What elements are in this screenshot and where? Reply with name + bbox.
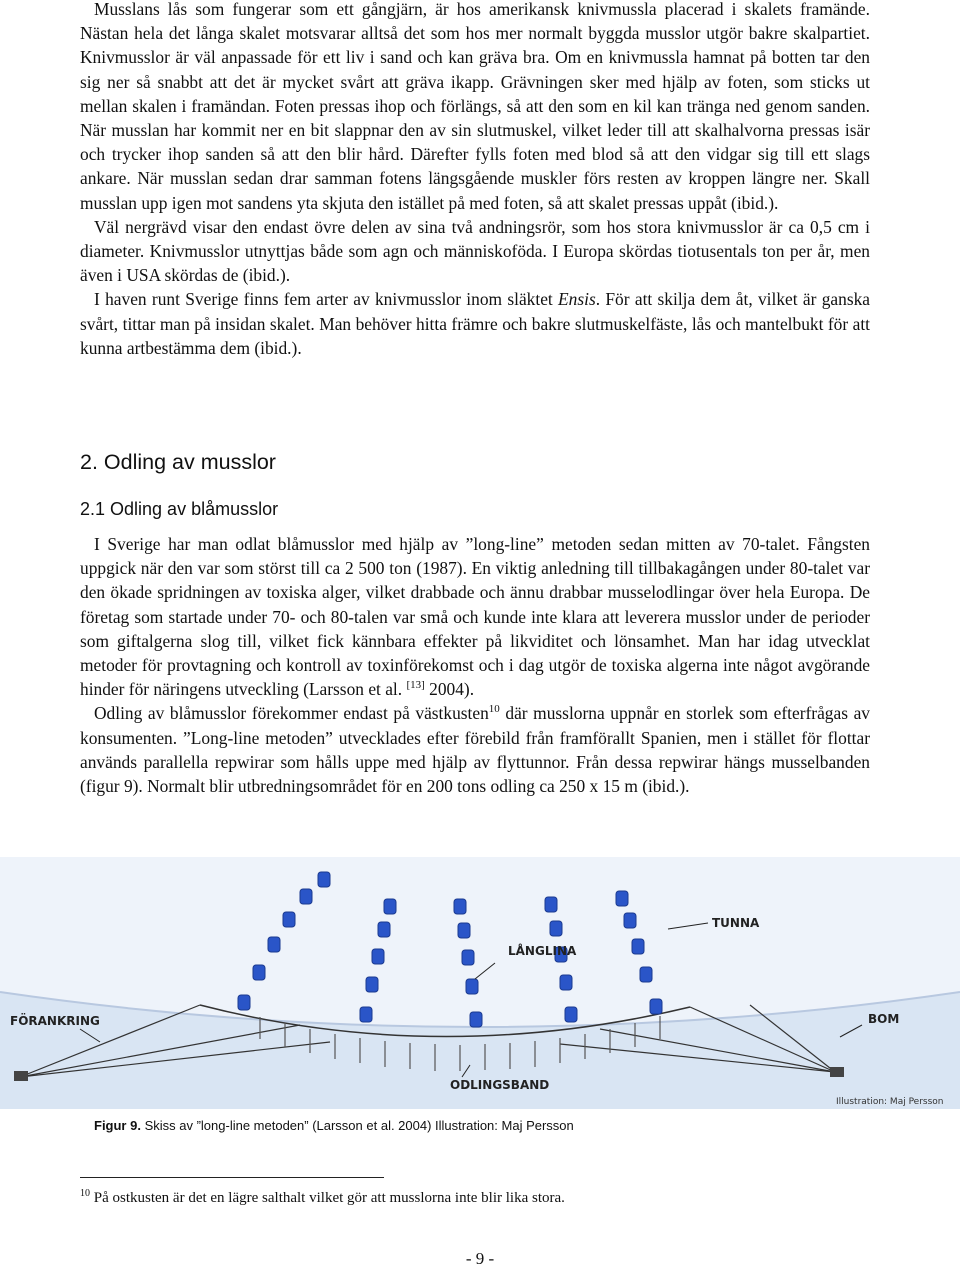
anchor-block-left: [14, 1071, 28, 1081]
footnote-separator: [80, 1177, 384, 1178]
label-langlina: LÅNGLINA: [508, 944, 577, 958]
label-tunna: TUNNA: [712, 916, 760, 930]
genus-name: Ensis: [558, 289, 596, 310]
caption-text: Skiss av ”long-line metoden” (Larsson et al. 2004) Illustration: Maj Persson: [140, 1118, 574, 1133]
footnote-number: 10: [80, 1188, 90, 1199]
float-icon: [454, 899, 466, 914]
page-number: - 9 -: [465, 1249, 495, 1268]
float-icon: [632, 939, 644, 954]
float-icon: [462, 950, 474, 965]
float-icon: [318, 872, 330, 887]
float-icon: [268, 937, 280, 952]
figure-caption: [94, 1118, 574, 1133]
float-icon: [650, 999, 662, 1014]
section-2-text: [80, 532, 870, 798]
float-icon: [550, 921, 562, 936]
float-icon: [372, 949, 384, 964]
anchor-block-right: [830, 1067, 844, 1077]
paragraph: Väl nergrävd visar den endast övre delen av sina två andningsrör, som hos stora knivmusslor är ca 0,5 cm i diameter. Knivmusslor utnyttjas både som agn och människoföda. I Europa skördas tiotusentals ton per år, men även i USA skördas de (ibid.).: [80, 216, 870, 286]
footnote: [80, 1190, 565, 1207]
section-1-text: [80, 0, 870, 360]
long-line-illustration: [0, 857, 960, 1109]
citation-ref: [13]: [406, 679, 425, 692]
float-icon: [470, 1012, 482, 1027]
float-icon: [366, 977, 378, 992]
float-icon: [616, 891, 628, 906]
paragraph: I Sverige har man odlat blåmusslor med hjälp av ”long-line” metoden sedan mitten av 70-talet. Fångsten uppgick när den var som störst till ca 2 500 ton (1987). En viktig anledning till tillbakagången under 80-talet var den ökade spridningen av toxiska alger, vilket drabbade och ännu drabbar musselodlingar över hela Europa. De företag som startade under 70- och 80-talen var små och kunde inte klara att leverera musslor under de perioder som giftalgerna slog till, vilket fick kännbara effekter på likviditet och lönsamhet. Man har idag utvecklat metoder för provtagning och kontroll av toxinförekomst och i dag utgör de toxiska algerna inte något avgörande hinder för näringens utveckling (Larsson et al. [13] 2004).: [80, 534, 870, 700]
label-forankring: FÖRANKRING: [10, 1014, 100, 1028]
float-icon: [565, 1007, 577, 1022]
float-icon: [466, 979, 478, 994]
float-icon: [458, 923, 470, 938]
label-odlingsband: ODLINGSBAND: [450, 1078, 550, 1092]
float-icon: [640, 967, 652, 982]
float-icon: [560, 975, 572, 990]
float-icon: [253, 965, 265, 980]
label-bom: BOM: [868, 1012, 900, 1026]
float-icon: [384, 899, 396, 914]
float-icon: [360, 1007, 372, 1022]
paragraph: I haven runt Sverige finns fem arter av knivmusslor inom släktet Ensis. För att skilja dem åt, vilket är ganska svårt, tittar man på insidan skalet. Man behöver hitta främre och bakre slutmuskelfäste, lås och mantelbukt för att kunna artbestämma dem (ibid.).: [80, 289, 870, 358]
float-icon: [624, 913, 636, 928]
caption-label: Figur 9.: [94, 1118, 141, 1133]
paragraph: Odling av blåmusslor förekommer endast på västkusten$^{10}$ där musslorna uppnår en storlek som efterfrågas av konsumenten. ”Long-line metoden” utvecklades efter förebild från framförallt Spanien, men i stället för flottar används parallella repwirar som hålls uppe med hjälp av flyttunnor. Från dessa repwirar hängs musselbanden (figur 9). Normalt blir utbredningsområdet för en 200 tons odling ca 250 x 15 m (ibid.).: [80, 703, 870, 797]
heading-subsection: 2.1 Odling av blåmusslor: [80, 499, 279, 519]
illustration-credit: Illustration: Maj Persson: [836, 1097, 944, 1107]
float-icon: [300, 889, 312, 904]
float-icon: [283, 912, 295, 927]
heading-chapter: 2. Odling av musslor: [80, 450, 276, 474]
footnote-ref: 10: [488, 703, 500, 716]
paragraph: Musslans lås som fungerar som ett gångjärn, är hos amerikansk knivmussla placerad i skalets framände. Nästan hela det långa skalet motsvarar alltså det som hos mer normalt byggda musslor utgör bakre skalpartiet. Knivmusslor är väl anpassade för ett liv i sand och kan gräva bra. Om en knivmussla hamnat på botten tar den sig ner så snabbt att det är mycket svårt att gräva ikapp. Grävningen sker med hjälp av foten, som sticks ut mellan skalen i framändan. Foten pressas ihop och förlängs, så att den som en kil kan tränga ned genom sanden. När musslan har kommit ner en bit slappnar den av sin slutmuskel, vilket leder till att skalhalvorna pressas isär och trycker ihop sanden så att den blir hård. Därefter fylls foten med blod så att den vidgar sig till ett slags ankare. När musslan sedan drar samman fotens längsgående muskler förs resten av kroppen längre ner. Skall musslan upp igen mot sandens yta skjuta den istället på med foten, så att skalet pressas uppåt (ibid.).: [80, 0, 870, 213]
footnote-text: På ostkusten är det en lägre salthalt vilket gör att musslorna inte blir lika stora.: [90, 1190, 565, 1206]
float-icon: [238, 995, 250, 1010]
float-icon: [545, 897, 557, 912]
float-icon: [378, 922, 390, 937]
